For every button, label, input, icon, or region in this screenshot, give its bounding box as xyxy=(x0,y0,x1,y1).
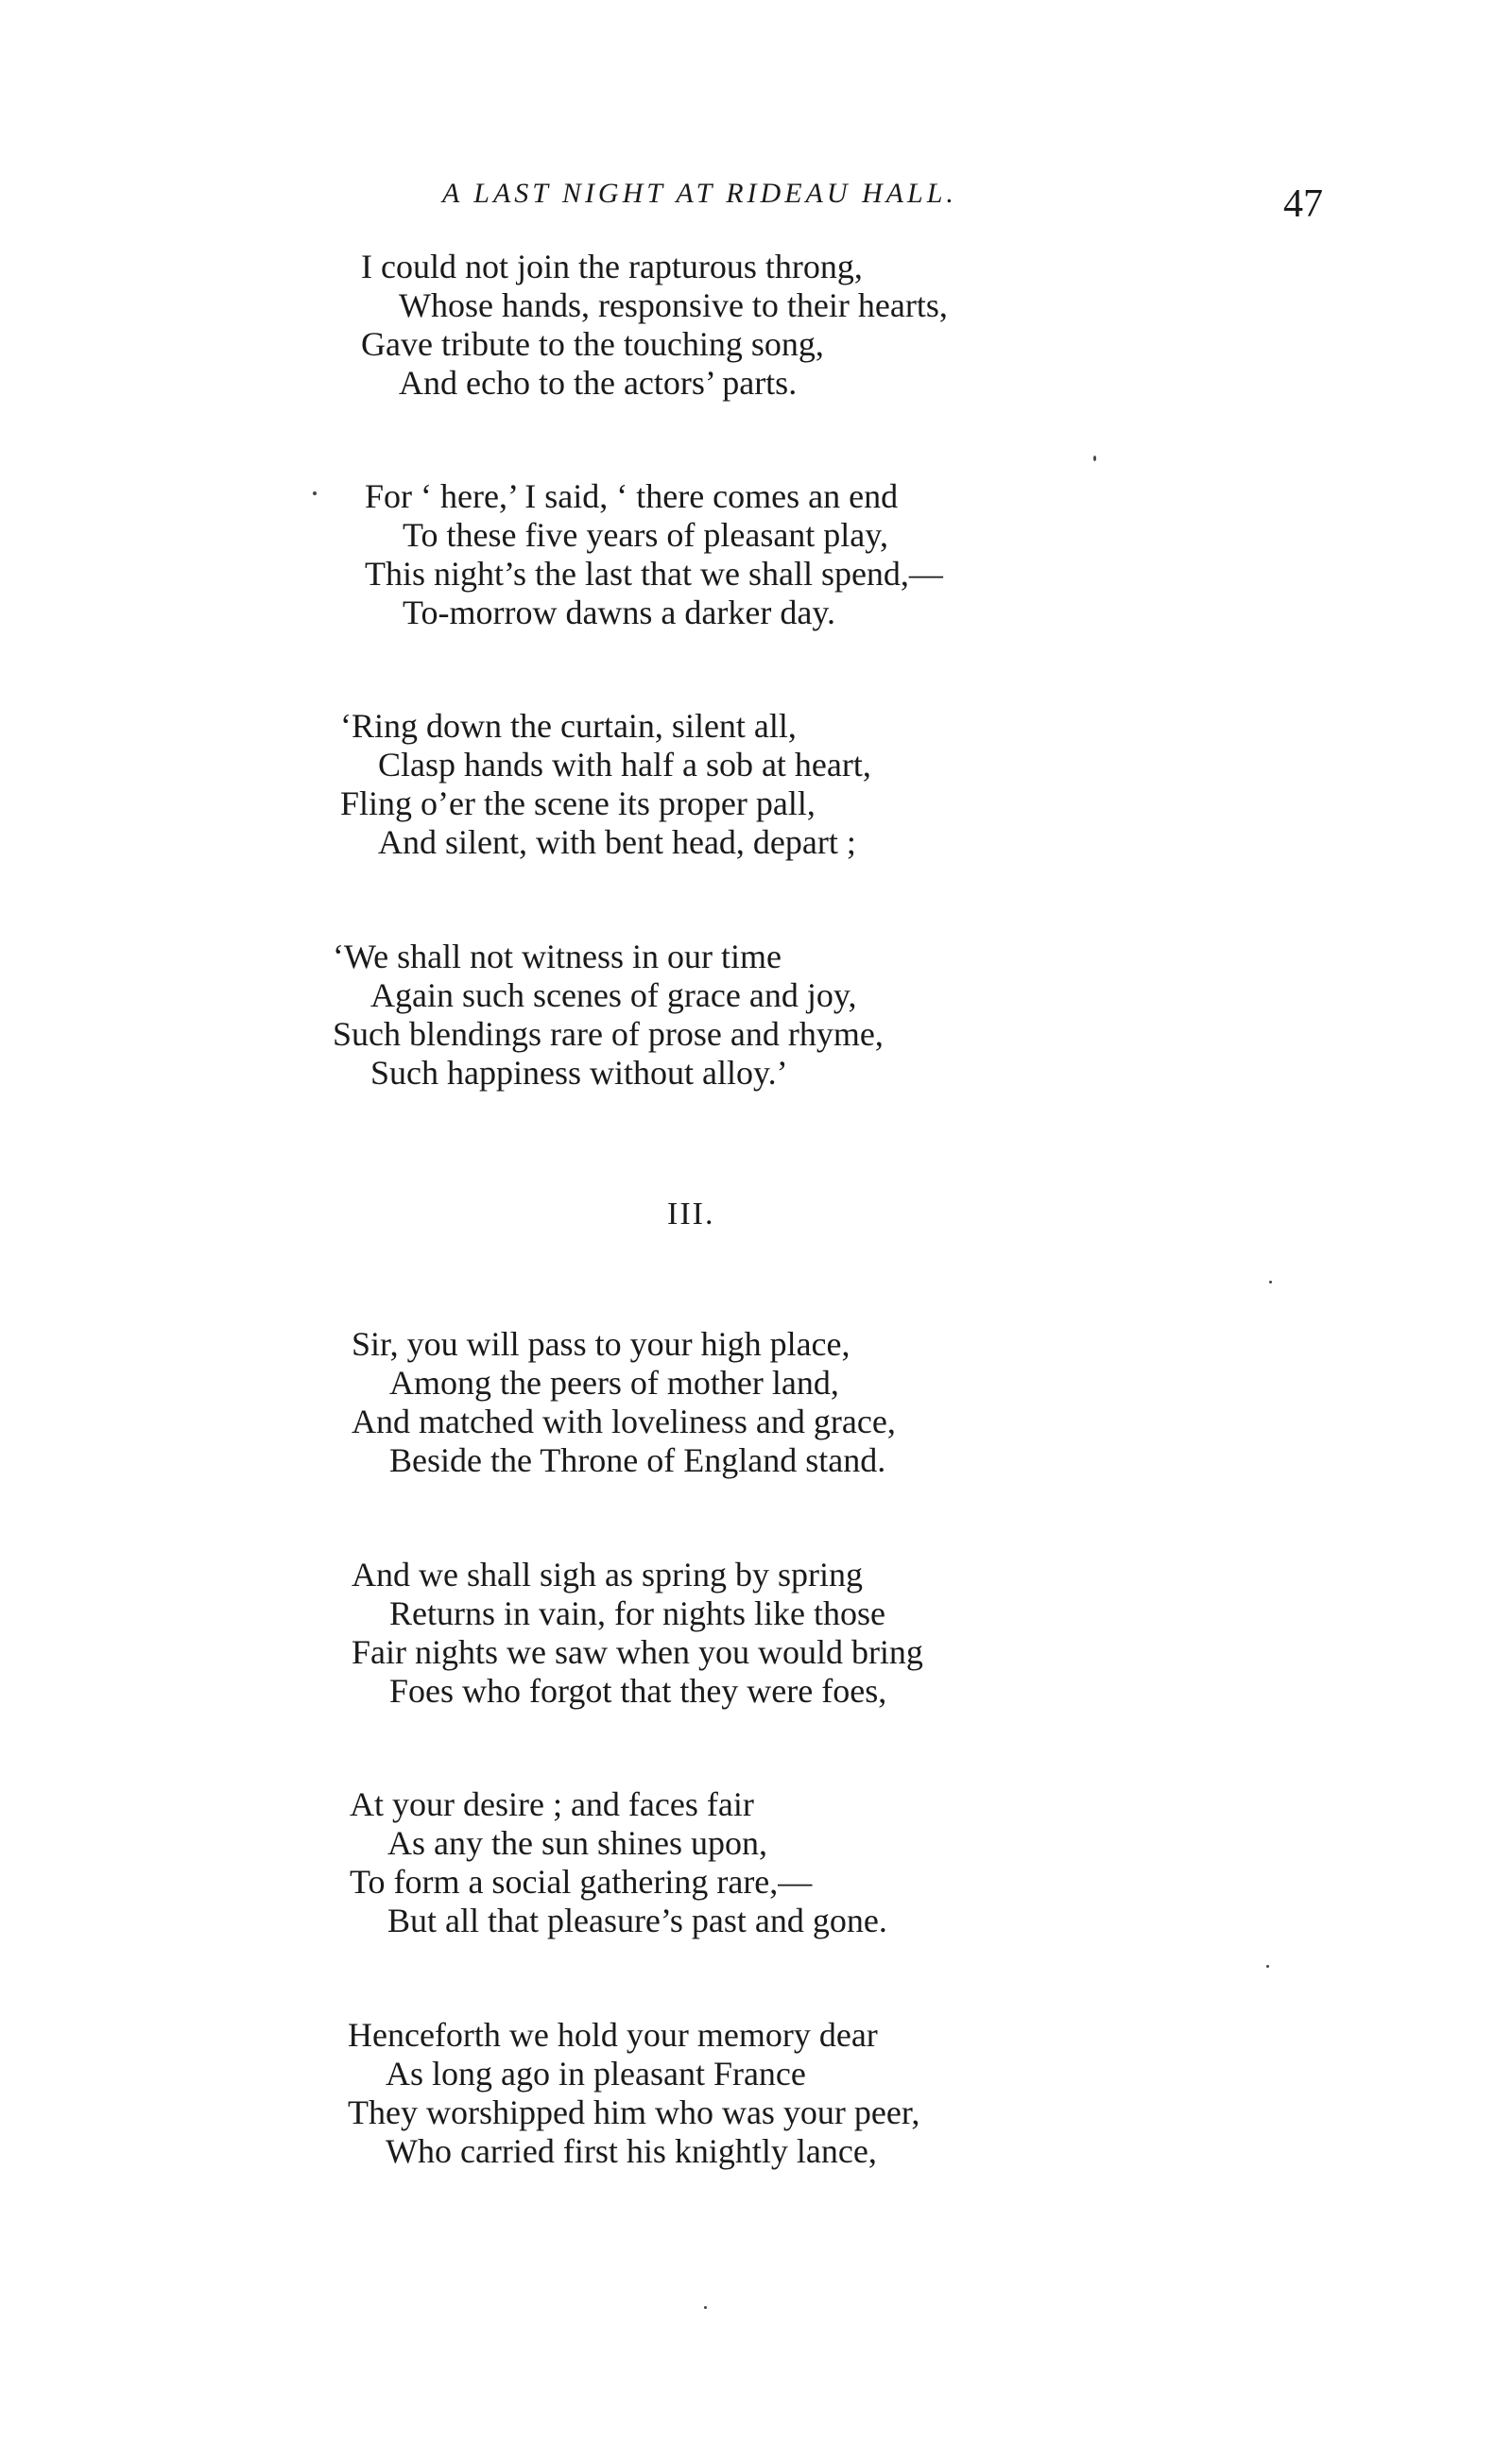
poem-stanza xyxy=(361,248,948,403)
poem-stanza xyxy=(352,1556,923,1711)
poem-line: Such blendings rare of prose and rhyme, xyxy=(333,1015,884,1053)
poem-stanza xyxy=(350,1785,887,1940)
poem-line: Sir, you will pass to your high place, xyxy=(352,1325,850,1363)
poem-line: As long ago in pleasant France xyxy=(386,2055,806,2093)
poem-line: Fair nights we saw when you would bring xyxy=(352,1633,923,1671)
poem-line: But all that pleasure’s past and gone. xyxy=(387,1902,887,1939)
poem-line: And silent, with bent head, depart ; xyxy=(378,823,856,861)
poem-line: Beside the Throne of England stand. xyxy=(389,1441,886,1479)
scan-speck xyxy=(704,2306,707,2309)
scan-speck xyxy=(1269,1281,1272,1283)
poem-line: Who carried first his knightly lance, xyxy=(386,2132,877,2170)
poem-line: For ‘ here,’ I said, ‘ there comes an end xyxy=(365,477,899,515)
poem-stanza xyxy=(333,938,884,1093)
poem-line: To-morrow dawns a darker day. xyxy=(403,594,835,631)
poem-line: To these five years of pleasant play, xyxy=(403,516,888,554)
poem-line: And we shall sigh as spring by spring xyxy=(352,1556,863,1593)
poem-line: This night’s the last that we shall spend,— xyxy=(365,555,943,593)
poem-line: Again such scenes of grace and joy, xyxy=(370,976,857,1014)
poem-line: ‘We shall not witness in our time xyxy=(333,938,782,975)
scan-speck xyxy=(1266,1965,1269,1968)
poem-line: Such happiness without alloy.’ xyxy=(370,1054,788,1092)
poem-line: At your desire ; and faces fair xyxy=(350,1785,754,1823)
poem-line: They worshipped him who was your peer, xyxy=(348,2093,920,2131)
poem-line: And echo to the actors’ parts. xyxy=(399,364,798,402)
poem-line: Clasp hands with half a sob at heart, xyxy=(378,746,871,784)
poem-line: Foes who forgot that they were foes, xyxy=(389,1672,887,1710)
poem-line: As any the sun shines upon, xyxy=(387,1824,767,1862)
page-number: 47 xyxy=(1283,182,1323,226)
poem-stanza xyxy=(340,707,871,862)
poem-line: And matched with loveliness and grace, xyxy=(352,1403,896,1440)
poem-line: To form a social gathering rare,— xyxy=(350,1863,813,1901)
poem-line: Whose hands, responsive to their hearts, xyxy=(399,286,948,324)
poem-line: Among the peers of mother land, xyxy=(389,1364,839,1402)
poem-line: I could not join the rapturous throng, xyxy=(361,248,863,285)
poem-line: ‘Ring down the curtain, silent all, xyxy=(340,707,797,745)
poem-stanza xyxy=(348,2016,919,2171)
scan-speck xyxy=(1093,456,1096,461)
poem-line: Gave tribute to the touching song, xyxy=(361,325,824,363)
poem-line: Henceforth we hold your memory dear xyxy=(348,2016,878,2054)
section-heading: III. xyxy=(667,1197,715,1232)
running-title: A LAST NIGHT AT RIDEAU HALL. xyxy=(442,178,957,209)
poem-line: Returns in vain, for nights like those xyxy=(389,1594,885,1632)
poem-line: Fling o’er the scene its proper pall, xyxy=(340,784,816,822)
scan-speck xyxy=(313,491,317,495)
poem-stanza xyxy=(365,477,943,632)
poem-stanza xyxy=(352,1325,896,1480)
